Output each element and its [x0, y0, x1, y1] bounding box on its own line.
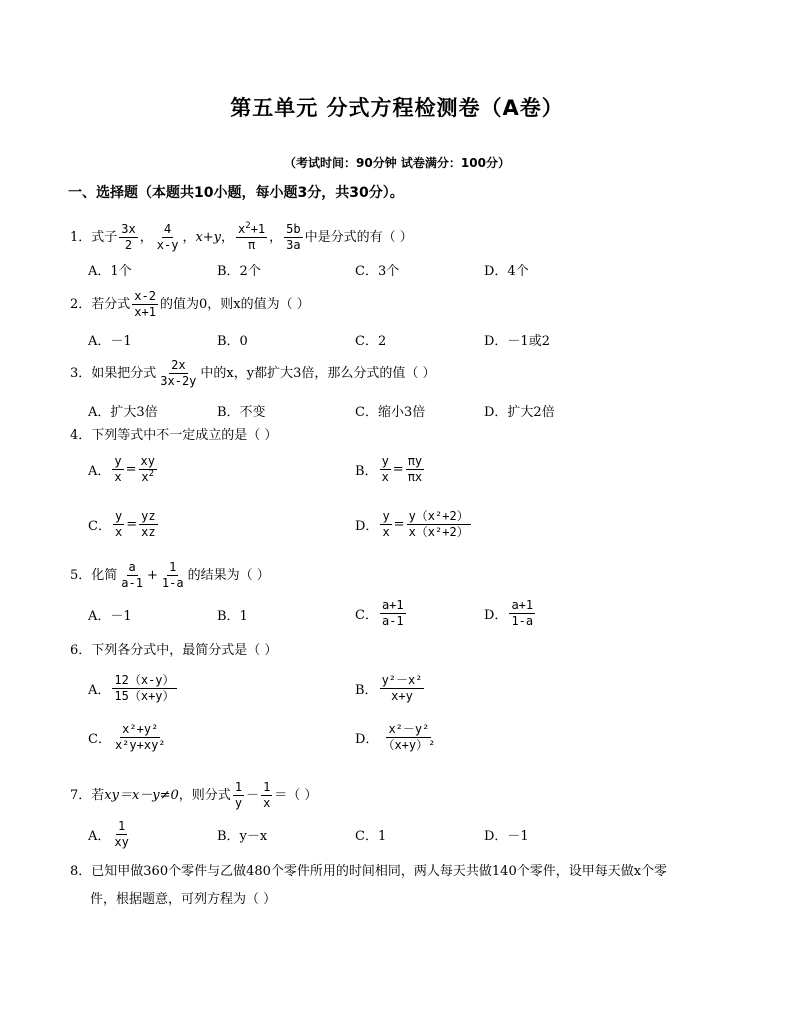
- option-d[interactable]: D． $\frac{a+1}{1-a}$: [484, 598, 534, 628]
- option-b[interactable]: B．y－x: [217, 829, 268, 844]
- option-d[interactable]: D．－1: [484, 829, 529, 844]
- question-7: 7．若xy＝x－y≠0，则分式 $\frac{1}{y}$ － $\frac{1}{x}$ ＝（ ）: [70, 780, 318, 810]
- option-d[interactable]: D．－1或2: [484, 334, 550, 349]
- option-c[interactable]: C．1: [355, 829, 387, 844]
- page-title: 第五单元 分式方程检测卷（A卷）: [230, 96, 564, 120]
- option-d[interactable]: D． $\frac{\text{x²－y²}}{\text{（x+y）²}}$: [355, 722, 436, 752]
- option-a[interactable]: A． $\frac{1}{xy}$: [88, 819, 129, 849]
- fraction: $\frac{1}{x}$: [263, 780, 271, 810]
- question-5: 5．化简 $\frac{a}{a-1}$ + $\frac{1}{1-a}$ 的结果为（ ）: [70, 560, 270, 590]
- option-a[interactable]: A． $\frac{12(x-y)}{15(x+y)}$: [88, 673, 175, 703]
- section-heading: 一、选择题（本题共10小题，每小题3分，共30分）。: [68, 185, 404, 201]
- option-d[interactable]: D．扩大2倍: [484, 405, 555, 420]
- option-b[interactable]: B．0: [217, 334, 248, 349]
- question-8: 8．已知甲做360个零件与乙做480个零件所用的时间相同，两人每天共做140个零件，设甲每天做x个零: [70, 864, 668, 879]
- option-c[interactable]: C． $\frac{y}{x}$ = $\frac{yz}{xz}$: [88, 509, 156, 539]
- fraction: $\frac{2x}{3x-2y}$: [160, 358, 197, 388]
- option-b[interactable]: B． $\frac{y}{x}$ = $\frac{\pi y}{\pi x}$: [355, 454, 423, 484]
- option-c[interactable]: C． $\frac{a+1}{a-1}$: [355, 598, 404, 628]
- question-6: 6．下列各分式中，最简分式是（ ）: [70, 643, 278, 658]
- option-c[interactable]: C．缩小3倍: [355, 405, 426, 420]
- option-d[interactable]: D． $\frac{y}{x}$ = $\frac{\text{y（x²+2）}}{\text{x（x²+2）}}$: [355, 509, 469, 539]
- question-3: 3．如果把分式 $\frac{2x}{3x-2y}$ 中的x，y都扩大3倍，那么分式的值（ ）: [70, 358, 436, 388]
- fraction: $\frac{1}{y}$: [234, 780, 243, 810]
- question-8-continued: 件，根据题意，可列方程为（ ）: [90, 892, 277, 907]
- option-a[interactable]: A．1个: [88, 264, 132, 279]
- fraction: $\frac{a}{a-1}$: [121, 560, 143, 590]
- fraction: $\frac{1}{1-a}$: [161, 560, 184, 590]
- option-a[interactable]: A．－1: [88, 609, 132, 624]
- fraction: $\frac{x^2+1}{\pi}$: [238, 221, 266, 252]
- option-c[interactable]: C．3个: [355, 264, 400, 279]
- option-b[interactable]: B． $\frac{\text{y²－x²}}{x+y}$: [355, 673, 423, 703]
- option-b[interactable]: B．不变: [217, 405, 266, 420]
- option-d[interactable]: D．4个: [484, 264, 529, 279]
- option-a[interactable]: A．－1: [88, 334, 132, 349]
- question-4: 4．下列等式中不一定成立的是（ ）: [70, 428, 278, 443]
- exam-info: （考试时间：90分钟 试卷满分：100分）: [284, 156, 510, 170]
- option-b[interactable]: B．2个: [217, 264, 261, 279]
- fraction: $\frac{3x}{2}$: [121, 222, 136, 252]
- option-b[interactable]: B．1: [217, 609, 248, 624]
- option-c[interactable]: C． $\frac{\text{x²+y²}}{\text{x²y+xy²}}$: [88, 722, 166, 752]
- fraction: $\frac{x-2}{x+1}$: [134, 289, 156, 319]
- option-c[interactable]: C．2: [355, 334, 387, 349]
- fraction: $\frac{4}{x-y}$: [156, 222, 179, 252]
- option-a[interactable]: A．扩大3倍: [88, 405, 158, 420]
- fraction: $\frac{5b}{3a}$: [286, 222, 301, 252]
- option-a[interactable]: A． $\frac{y}{x}$ = $\frac{xy}{x^2}$: [88, 454, 155, 484]
- question-2: 2．若分式 $\frac{x-2}{x+1}$ 的值为0，则x的值为（ ）: [70, 289, 310, 319]
- question-1: 1．式子 $\frac{3x}{2}$ ， $\frac{4}{x-y}$ ，x+y， $\frac{x^2+1}{\pi}$ ， $\frac{5b}{3a}$ 中是分式的有（ ）: [70, 221, 413, 252]
